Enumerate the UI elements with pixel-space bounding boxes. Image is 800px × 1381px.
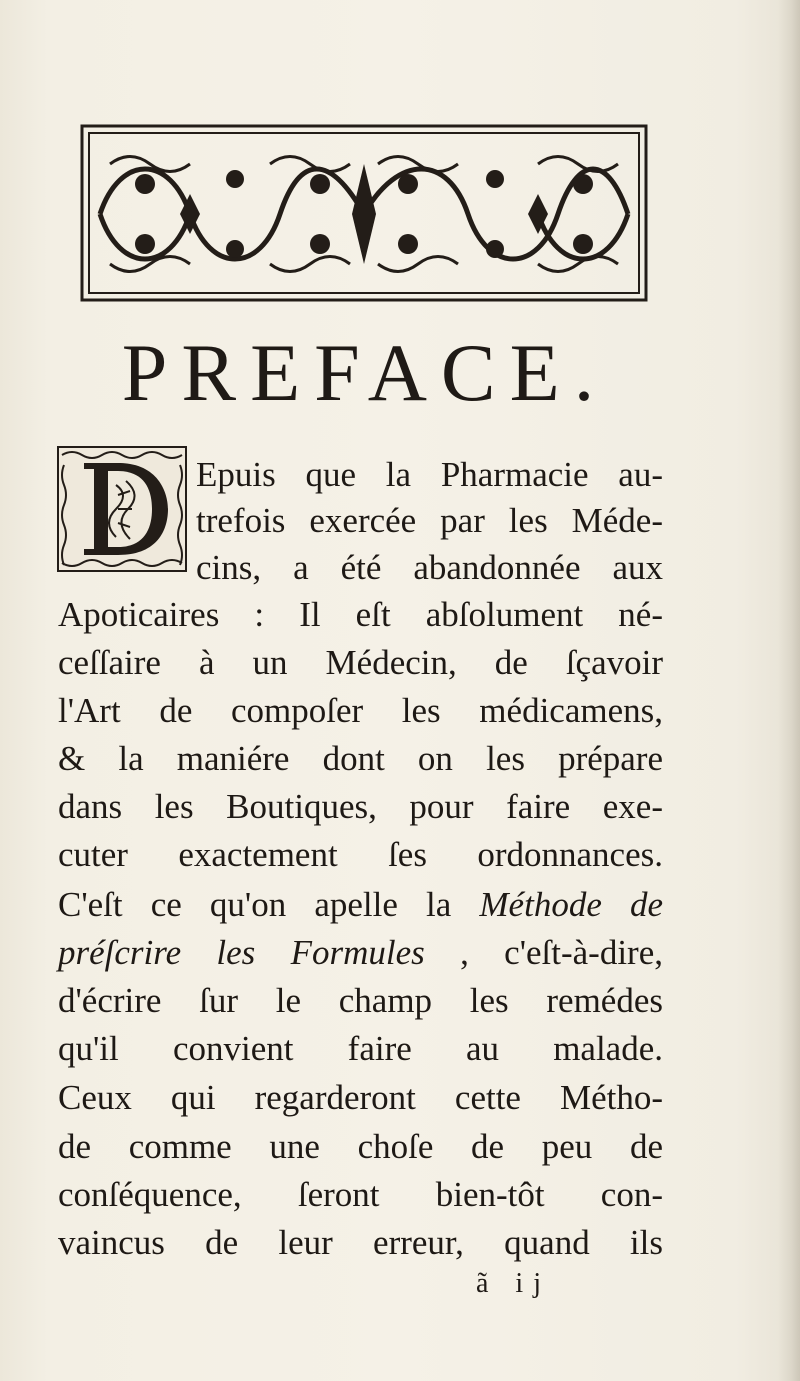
text-line: de comme une choſe de peu de bbox=[58, 1127, 663, 1166]
text-line: cuter exactement ſes ordonnances. bbox=[58, 835, 663, 874]
drop-cap-ornament bbox=[56, 445, 188, 573]
page-edge-shadow bbox=[778, 0, 800, 1381]
headpiece-ornament bbox=[80, 124, 648, 302]
page-title: PREFACE. bbox=[121, 327, 609, 418]
text-line: conſéquence, ſeront bien-tôt con- bbox=[58, 1175, 663, 1214]
text-segment: C'eſt ce qu'on apelle la bbox=[58, 885, 452, 924]
text-line: Epuis que la Pharmacie au- bbox=[196, 455, 663, 494]
text-line: l'Art de compoſer les médicamens, bbox=[58, 691, 663, 730]
text-line: dans les Boutiques, pour faire exe- bbox=[58, 787, 663, 826]
text-line: ceſſaire à un Médecin, de ſçavoir bbox=[58, 643, 663, 682]
text-line: d'écrire ſur le champ les remédes bbox=[58, 981, 663, 1020]
text-line-mixed bbox=[58, 930, 663, 976]
italic-text-segment: Méthode de bbox=[479, 885, 664, 924]
text-line: vaincus de leur erreur, quand ils bbox=[58, 1223, 663, 1262]
signature-mark: ã ij bbox=[476, 1268, 551, 1299]
text-line: trefois exercée par les Méde- bbox=[196, 501, 663, 540]
italic-text-segment: préſcrire les Formules bbox=[58, 933, 425, 972]
text-line: Ceux qui regarderont cette Métho- bbox=[58, 1078, 663, 1117]
text-line: Apoticaires : Il eſt abſolument né- bbox=[58, 595, 663, 634]
text-segment: , c'eſt-à-dire, bbox=[460, 933, 663, 972]
text-line: & la maniére dont on les prépare bbox=[58, 739, 663, 778]
text-line: qu'il convient faire au malade. bbox=[58, 1029, 663, 1068]
text-line: cins, a été abandonnée aux bbox=[196, 548, 663, 587]
text-line-mixed bbox=[58, 882, 663, 928]
